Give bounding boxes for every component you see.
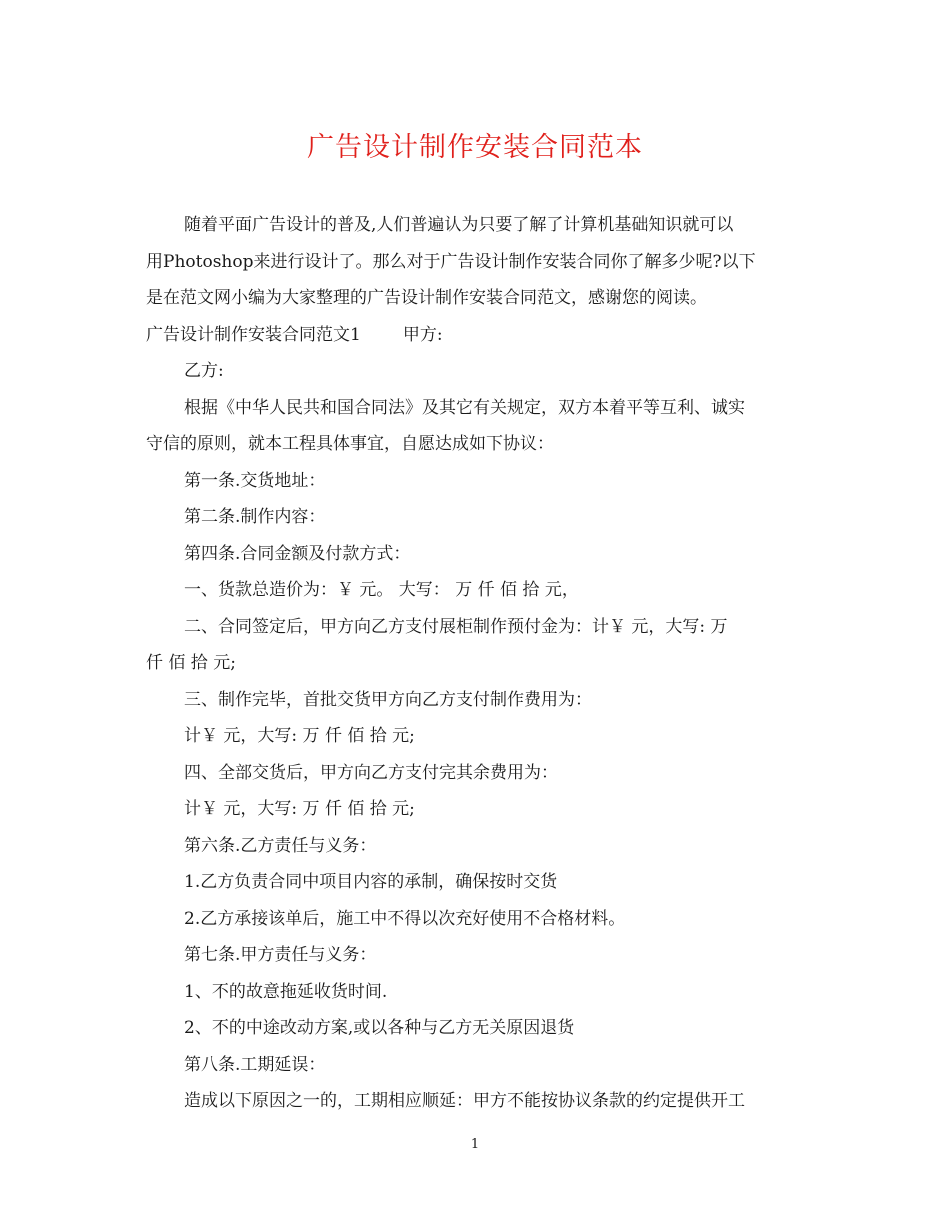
clause-line: 计￥ 元，大写: 万 仟 佰 拾 元;	[184, 726, 415, 746]
clause-line: 四、全部交货后，甲方向乙方支付完其余费用为：	[184, 762, 558, 783]
paragraph-line: 是在范文网小编为大家整理的广告设计制作安装合同范文，感谢您的阅读。	[146, 288, 707, 308]
party-b-label: 乙方:	[184, 361, 224, 381]
clause-line: 一、货款总造价为：￥ 元。 大写： 万 仟 佰 拾 元，	[184, 580, 579, 600]
clause-line: 2、不的中途改动方案,或以各种与乙方无关原因退货	[184, 1018, 575, 1038]
clause-line: 2.乙方承接该单后，施工中不得以次充好使用不合格材料。	[184, 908, 626, 929]
document-title: 广告设计制作安装合同范本	[307, 132, 643, 163]
clause-line: 第二条.制作内容：	[184, 507, 326, 527]
clause-line: 第八条.工期延误：	[184, 1054, 326, 1075]
paragraph-line: 随着平面广告设计的普及,人们普遍认为只要了解了计算机基础知识就可以	[184, 215, 734, 235]
clause-line: 三、制作完毕，首批交货甲方向乙方支付制作费用为：	[184, 689, 592, 710]
clause-line: 第四条.合同金额及付款方式：	[184, 543, 411, 564]
party-a-label: 甲方:	[402, 324, 443, 345]
clause-line: 仟 佰 拾 元;	[146, 653, 236, 673]
paragraph-line: 守信的原则，就本工程具体事宜，自愿达成如下协议：	[146, 434, 554, 454]
clause-line: 第一条.交货地址：	[184, 470, 326, 491]
clause-line: 1.乙方负责合同中项目内容的承制，确保按时交货	[184, 872, 558, 892]
clause-line: 第六条.乙方责任与义务：	[184, 835, 377, 856]
document-body	[146, 207, 806, 1120]
clause-line: 二、合同签定后，甲方向乙方支付展柜制作预付金为：计￥ 元，大写: 万	[184, 616, 728, 637]
paragraph-line: 用Photoshop来进行设计了。那么对于广告设计制作安装合同你了解多少呢?以下	[146, 251, 756, 272]
clause-line: 1、不的故意拖延收货时间.	[184, 981, 388, 1002]
clause-line: 计￥ 元，大写: 万 仟 佰 拾 元;	[184, 799, 415, 819]
page-number: 1	[470, 1137, 480, 1152]
contract-heading: 广告设计制作安装合同范文1	[146, 324, 361, 345]
contract-heading-line	[146, 317, 806, 354]
paragraph-line: 根据《中华人民共和国合同法》及其它有关规定，双方本着平等互利、诚实	[184, 397, 745, 418]
clause-line: 造成以下原因之一的，工期相应顺延：甲方不能按协议条款的约定提供开工	[184, 1091, 745, 1111]
clause-line: 第七条.甲方责任与义务：	[184, 945, 377, 965]
